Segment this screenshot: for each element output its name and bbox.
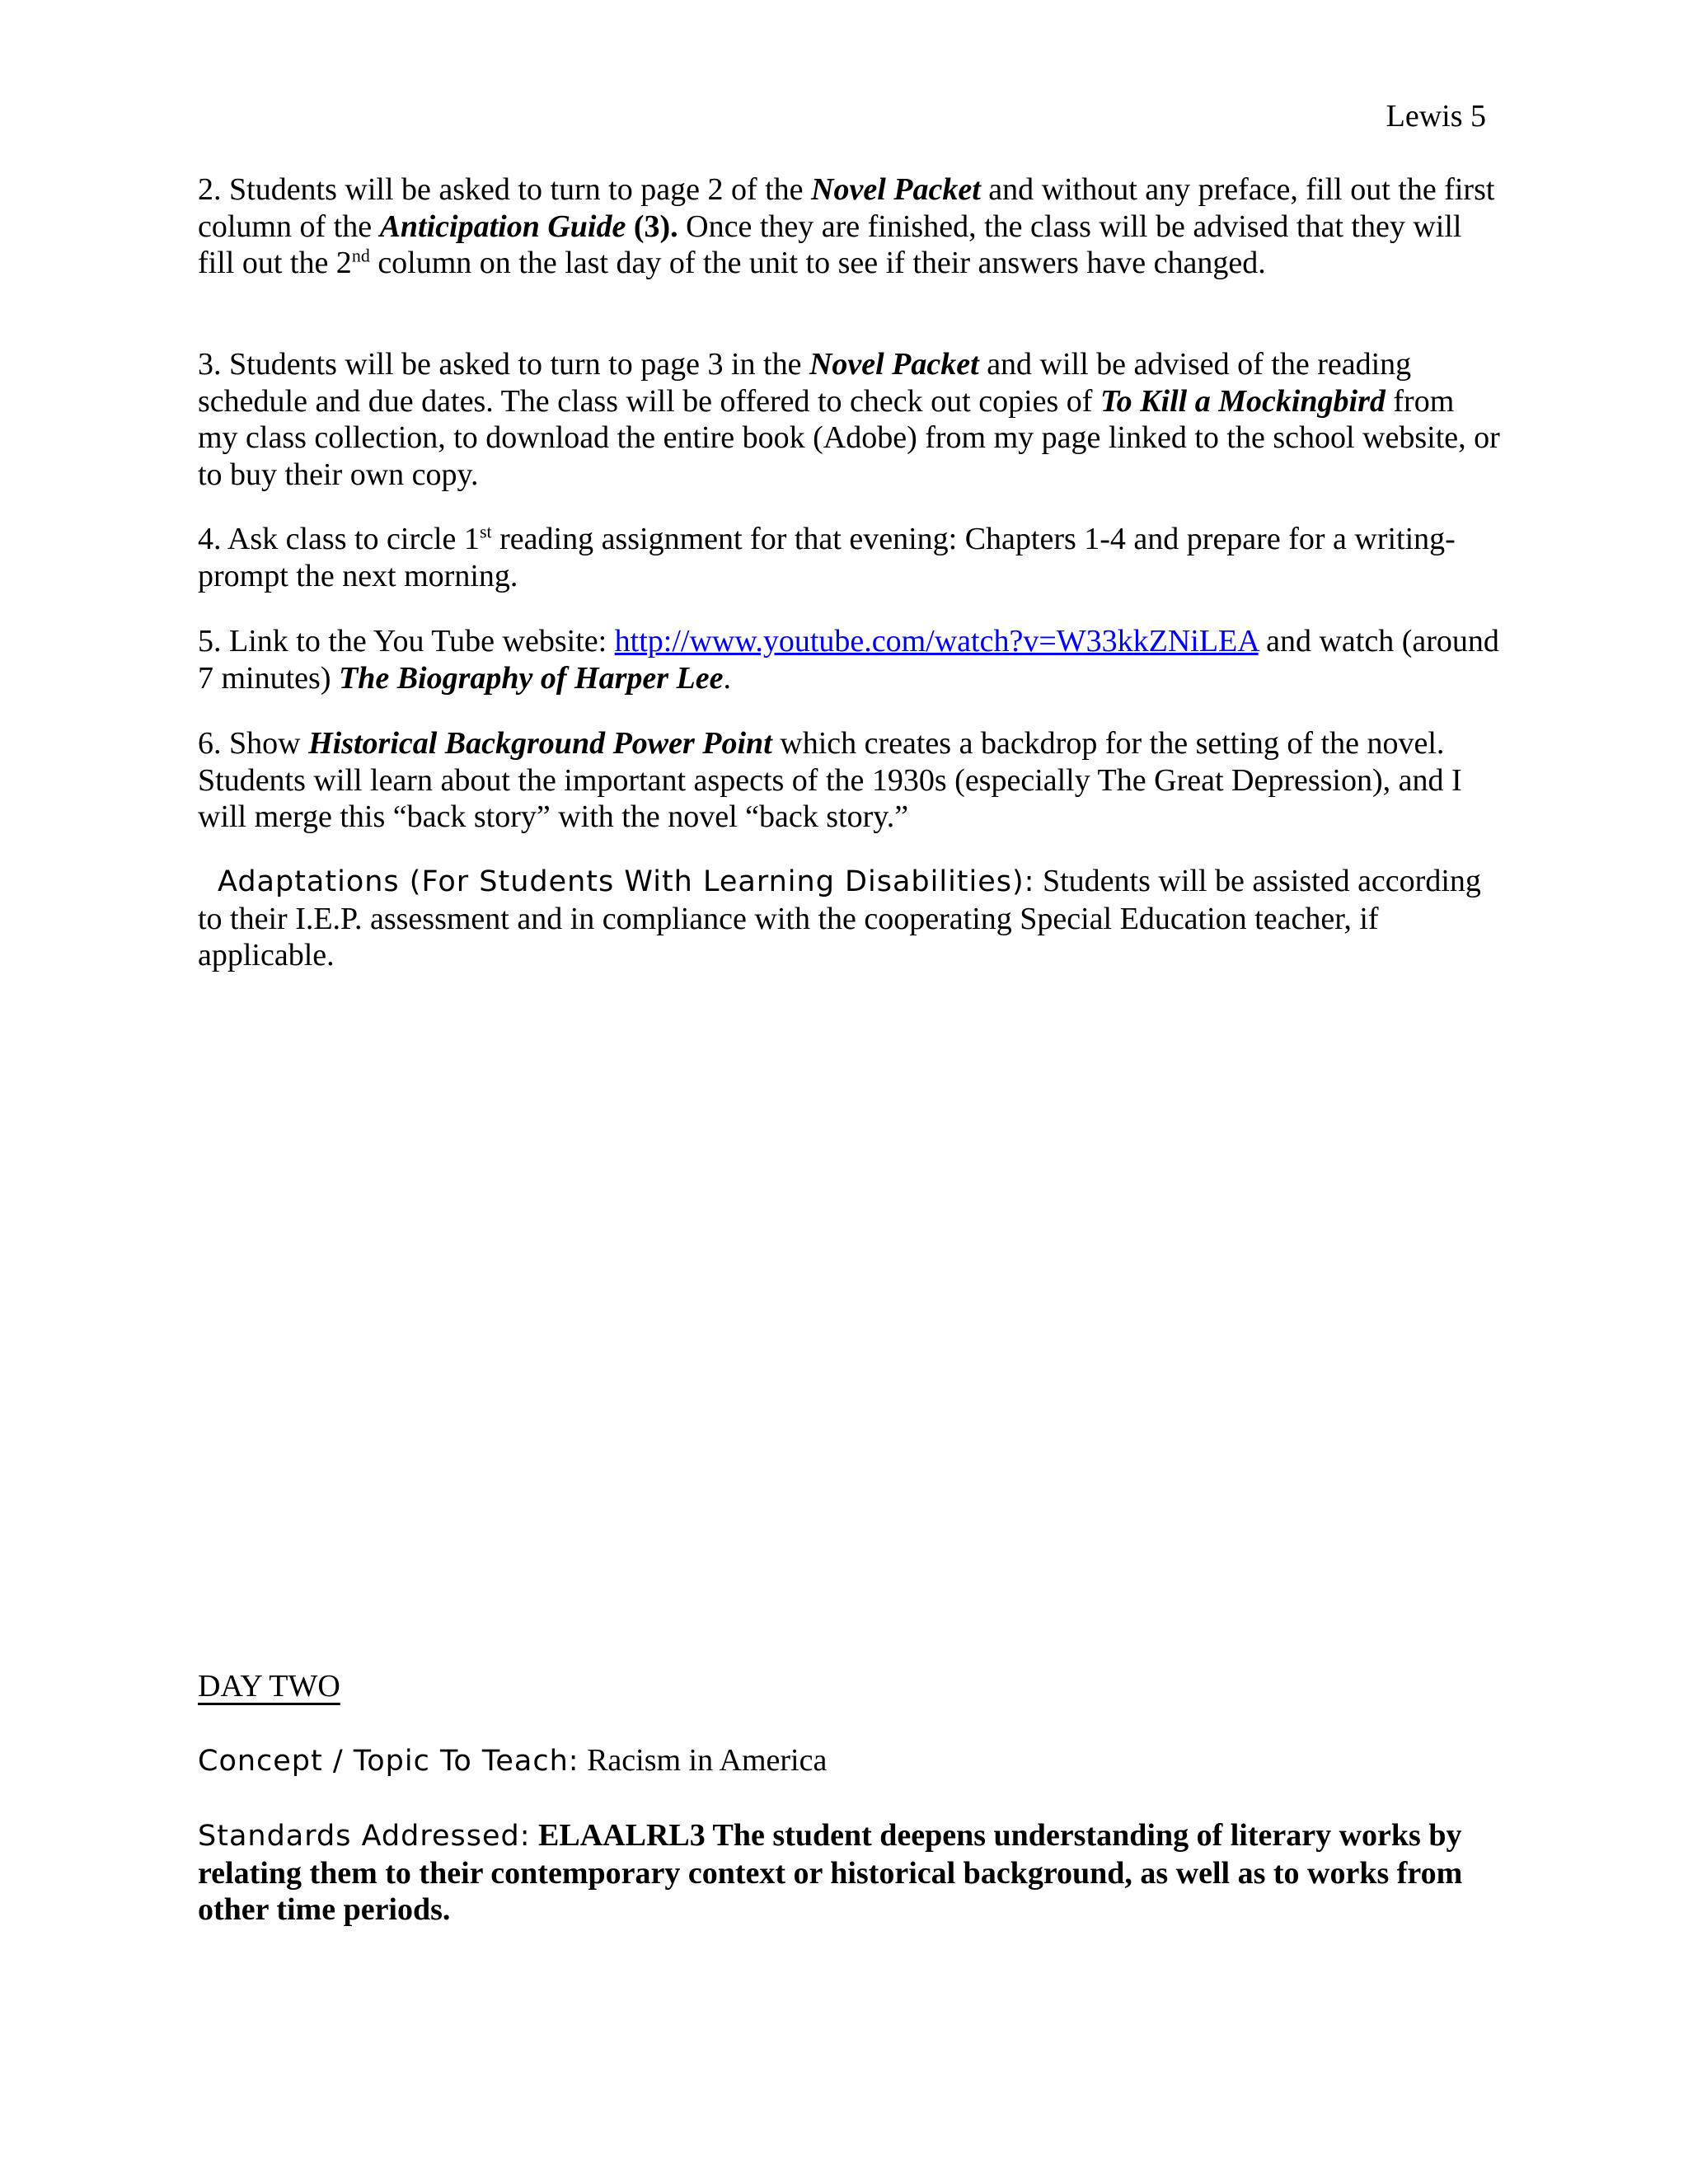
item3-book-title: To Kill a Mockingbird [1100, 383, 1386, 419]
paragraph-item-5 [198, 623, 1500, 696]
item2-anticipation-guide: Anticipation Guide [379, 209, 626, 244]
item5-text-1: 5. Link to the You Tube website: [198, 624, 615, 658]
standards-label: Standards Addressed: [198, 1820, 531, 1853]
day-two-section [198, 1668, 1500, 1705]
item6-text-2: which creates a backdrop for the setting of the novel. Students will learn about the important aspects of the 1930s (especially The Great Depression), and I will merge this “back story” with the novel “back story.” [198, 726, 1462, 834]
item4-superscript: st [479, 521, 492, 542]
item2-ref-number: (3). [633, 209, 678, 244]
item2-space [626, 209, 634, 244]
item5-video-title: The Biography of Harper Lee [338, 660, 724, 696]
adaptations-text: Students will be assisted according to their I.E.P. assessment and in compliance with the cooperating Special Education teacher, if applicable. [198, 864, 1481, 972]
item5-text-2: and watch (around 7 minutes) [198, 624, 1499, 696]
item4-text-1: 4. Ask class to circle 1 [198, 522, 480, 556]
item3-novel-packet: Novel Packet [809, 347, 979, 382]
youtube-link[interactable]: http://www.youtube.com/watch?v=W33kkZNiLEA [614, 624, 1259, 658]
standards-paragraph [198, 1817, 1500, 1929]
paragraph-item-2 [198, 171, 1500, 282]
item2-text-2: and without any preface, fill out the first column of the [198, 172, 1495, 244]
concept-line [198, 1742, 1500, 1780]
item4-text-2: reading assignment for that evening: Chapters 1-4 and prepare for a writing-prompt the next morning. [198, 522, 1456, 593]
paragraph-item-3 [198, 346, 1500, 493]
item3-text-1: 3. Students will be asked to turn to page 3 in the [198, 347, 809, 382]
page-header [1386, 97, 1486, 135]
item5-period: . [723, 660, 731, 696]
adaptations-label: Adaptations (For Students With Learning Disabilities): [218, 865, 1035, 898]
page-label: Lewis 5 [1386, 99, 1486, 134]
item6-text-1: 6. Show [198, 726, 309, 761]
concept-label: Concept / Topic To Teach: [198, 1745, 579, 1778]
item2-novel-packet: Novel Packet [811, 172, 981, 207]
paragraph-item-4 [198, 521, 1500, 594]
item2-text-4: Once they are finished, the class will be advised that they will fill out the 2 [198, 209, 1462, 280]
concept-value: Racism in America [579, 1743, 828, 1778]
item6-power-point: Historical Background Power Point [308, 726, 772, 761]
day-two-heading: DAY TWO [198, 1669, 340, 1704]
item2-text-1: 2. Students will be asked to turn to page 2 of the [198, 172, 812, 207]
standards-value: ELAALRL3 The student deepens understanding of literary works by relating them to their contemporary context or historical background, as well as to works from other time periods. [198, 1818, 1463, 1927]
item3-text-3: from my class collection, to download the entire book (Adobe) from my page linked to the school website, or to buy their own copy. [198, 383, 1500, 492]
adaptations-paragraph [198, 863, 1500, 974]
paragraph-item-6 [198, 725, 1500, 836]
item2-text-5: column on the last day of the unit to see if their answers have changed. [369, 246, 1266, 280]
item2-superscript: nd [351, 245, 370, 266]
item3-text-2: and will be advised of the reading schedule and due dates. The class will be offered to check out copies of [198, 347, 1412, 419]
